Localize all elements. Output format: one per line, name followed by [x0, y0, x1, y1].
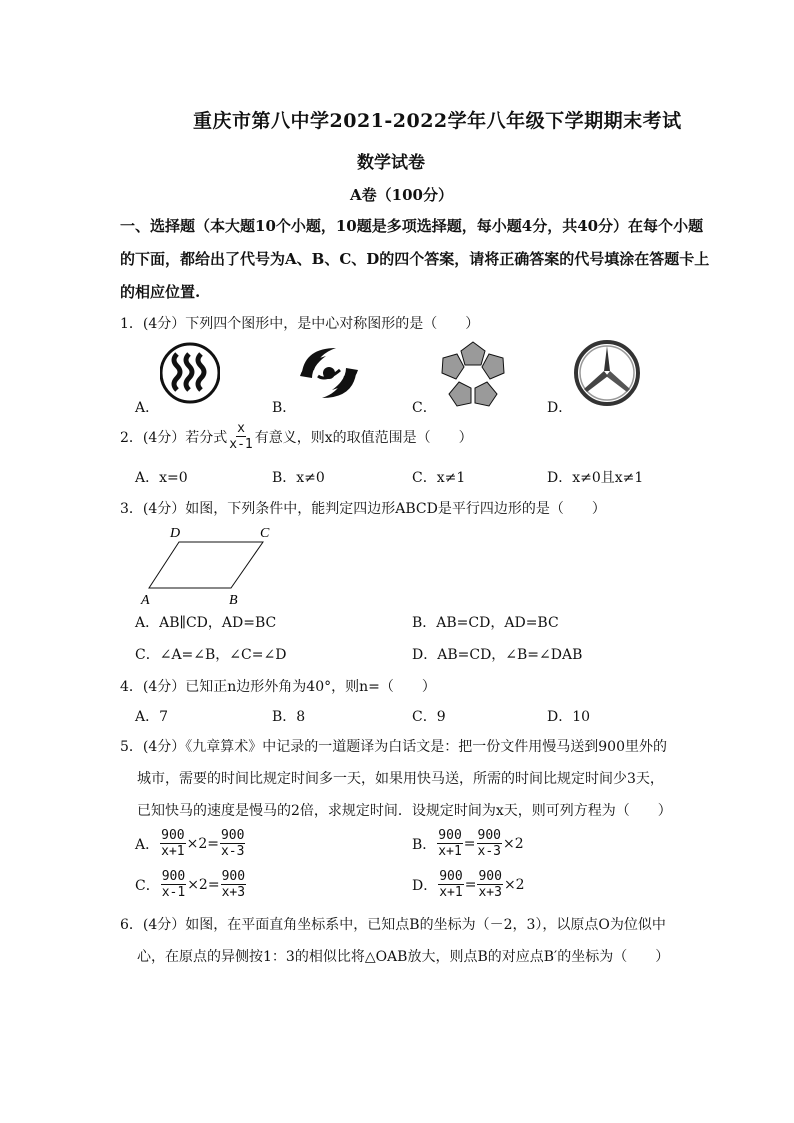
q5-d-tail: ×2: [503, 876, 525, 893]
q3-label-c: C: [260, 526, 270, 541]
q1-label-b: B．: [272, 400, 297, 416]
q5-b-den2: x-3: [477, 844, 501, 859]
q2-fraction: [228, 421, 253, 452]
q1-label-d: D．: [547, 400, 573, 416]
q5-option-c-label: C．: [135, 877, 160, 894]
q5-b-mid: =: [463, 835, 476, 852]
q3-label-b: B: [229, 593, 238, 608]
q5-c-den1: x-1: [161, 885, 186, 900]
section-intro-line3: 的相应位置.: [120, 283, 201, 301]
q5-option-a: [135, 828, 246, 859]
q5-option-c: [135, 869, 247, 900]
q2-option-a: A．x=0: [135, 470, 188, 486]
q5-c-mid: ×2=: [187, 876, 220, 893]
q5-a-mid: ×2=: [186, 835, 219, 852]
q1-figure-c-icon: [437, 340, 509, 410]
q6-line1: 6．(4分）如图，在平面直角坐标系中，已知点B的坐标为（－2，3），以原点O为位似中: [120, 917, 666, 933]
q4-option-d: D．10: [547, 709, 591, 725]
q5-a-num1: 900: [161, 828, 185, 843]
q5-d-num1: 900: [439, 869, 463, 884]
q5-c-frac2: [221, 869, 246, 900]
q5-line3: 已知快马的速度是慢马的2倍，求规定时间．设规定时间为x天，则可列方程为（ ）: [137, 803, 672, 819]
q2-prefix: 2．(4分）若分式: [120, 429, 228, 446]
q3-option-d: D．AB=CD，∠B=∠DAB: [412, 647, 583, 663]
q5-a-den1: x+1: [161, 844, 185, 859]
q5-b-den1: x+1: [438, 844, 462, 859]
q5-c-num1: 900: [161, 869, 186, 884]
q2-frac-den: x-1: [229, 437, 253, 452]
q5-a-frac2: [220, 828, 245, 859]
q5-b-num2: 900: [477, 828, 501, 843]
q5-d-num2: 900: [478, 869, 502, 884]
q3-option-c: C．∠A=∠B，∠C=∠D: [135, 647, 287, 663]
q5-d-frac2: [477, 869, 502, 900]
q2-suffix: 有意义，则x的取值范围是（ ）: [254, 429, 473, 446]
q3-option-a: A．AB∥CD，AD=BC: [135, 615, 277, 631]
q1-figure-a-icon: [160, 340, 220, 406]
q3-option-b: B．AB=CD，AD=BC: [412, 615, 559, 631]
q5-b-frac1: [437, 828, 462, 859]
q5-option-d: [412, 869, 525, 900]
q5-d-den1: x+1: [439, 885, 463, 900]
q5-b-num1: 900: [438, 828, 462, 843]
q5-line2: 城市，需要的时间比规定时间多一天，如果用快马送，所需的时间比规定时间少3天，: [137, 771, 664, 787]
q5-option-a-label: A．: [135, 836, 160, 853]
q5-option-d-label: D．: [412, 877, 438, 894]
q4-option-b: B．8: [272, 709, 306, 725]
q5-d-mid: =: [464, 876, 477, 893]
q5-b-frac2: [477, 828, 502, 859]
q3-parallelogram-figure: [136, 522, 282, 608]
q5-line1: 5．(4分）《九章算术》中记录的一道题译为白话文是：把一份文件用慢马送到900里外的: [120, 739, 667, 755]
q1-stem: 1．(4分）下列四个图形中，是中心对称图形的是（ ）: [120, 316, 480, 332]
q5-a-num2: 900: [220, 828, 245, 843]
exam-subtitle: 数学试卷: [357, 153, 425, 173]
q3-label-d: D: [170, 526, 181, 541]
exam-title: 重庆市第八中学2021-2022学年八年级下学期期末考试: [193, 110, 682, 132]
q5-a-den2: x-3: [220, 844, 245, 859]
q3-label-a: A: [141, 593, 150, 608]
q3-stem: 3．(4分）如图，下列条件中，能判定四边形ABCD是平行四边形的是（ ）: [120, 501, 606, 517]
q5-option-b: [412, 828, 524, 859]
q2-option-b: B．x≠0: [272, 470, 325, 486]
q4-option-c: C．9: [412, 709, 446, 725]
q1-figure-b-icon: [296, 342, 362, 404]
q5-a-frac1: [160, 828, 185, 859]
q1-label-c: C．: [412, 400, 437, 416]
q5-d-den2: x+3: [478, 885, 502, 900]
q5-c-frac1: [161, 869, 186, 900]
q5-d-frac1: [438, 869, 463, 900]
q5-c-num2: 900: [221, 869, 246, 884]
q2-option-d: D．x≠0且x≠1: [547, 470, 644, 486]
q2-frac-num: x: [237, 421, 245, 436]
section-intro-line2: 的下面，都给出了代号为A、B、C、D的四个答案，请将正确答案的代号填涂在答题卡上: [120, 250, 710, 268]
q1-label-a: A．: [135, 400, 160, 416]
part-label: A卷（100分）: [350, 186, 453, 204]
q2-stem: [120, 421, 473, 452]
q5-option-b-label: B．: [412, 836, 437, 853]
q4-option-a: A．7: [135, 709, 169, 725]
q6-line2: 心，在原点的异侧按1：3的相似比将△OAB放大，则点B的对应点B′的坐标为（ ）: [137, 949, 670, 965]
q4-stem: 4．(4分）已知正n边形外角为40°，则n=（ ）: [120, 679, 436, 695]
q1-figure-d-icon: [572, 338, 642, 408]
q2-option-c: C．x≠1: [412, 470, 466, 486]
section-intro-line1: 一、选择题（本大题10个小题，10题是多项选择题，每小题4分，共40分）在每个小题: [120, 217, 704, 235]
q5-b-tail: ×2: [503, 835, 524, 852]
q5-c-den2: x+3: [221, 885, 246, 900]
